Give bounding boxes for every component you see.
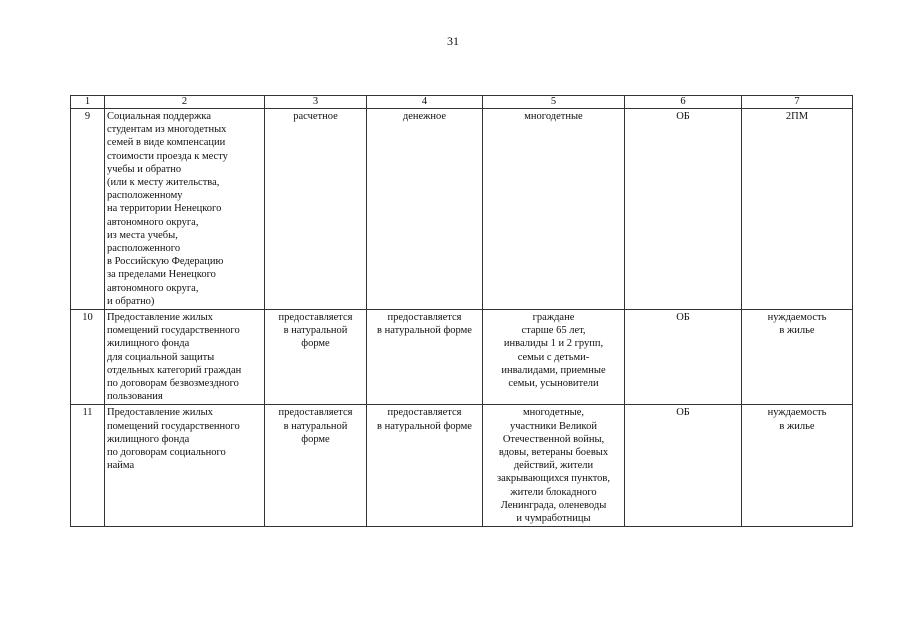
table-row [71, 405, 853, 527]
need-criterion: нуждаемость в жилье [742, 310, 853, 405]
provision-form: предоставляется в натуральной форме [367, 405, 483, 527]
measure-name: Социальная поддержка студентам из многодетных семей в виде компенсации стоимости проезда к месту учебы и обратно (или к месту жительства, расположенному на территории Ненецкого автономного округа, из места учебы, расположенного в Российскую Федерацию за пределами Ненецкого автономного округа, и обратно) [105, 109, 265, 310]
budget-source: ОБ [625, 405, 742, 527]
column-header: 4 [367, 96, 483, 109]
column-header: 5 [483, 96, 625, 109]
need-criterion: нуждаемость в жилье [742, 405, 853, 527]
table-row [71, 109, 853, 310]
budget-source: ОБ [625, 310, 742, 405]
measure-name: Предоставление жилых помещений государственного жилищного фонда по договорам социального найма [105, 405, 265, 527]
column-header: 7 [742, 96, 853, 109]
recipient-category: многодетные, участники Великой Отечественной войны, вдовы, ветераны боевых действий, жители закрывающихся пунктов, жители блокадного Ленинграда, оленеводы и чумработницы [483, 405, 625, 527]
column-header: 6 [625, 96, 742, 109]
calculation-method: предоставляется в натуральной форме [265, 405, 367, 527]
recipient-category: граждане старше 65 лет, инвалиды 1 и 2 групп, семьи с детьми- инвалидами, приемные семьи, усыновители [483, 310, 625, 405]
calculation-method: предоставляется в натуральной форме [265, 310, 367, 405]
provision-form: денежное [367, 109, 483, 310]
table-header-row [71, 96, 853, 109]
page-number: 31 [447, 34, 459, 48]
calculation-method: расчетное [265, 109, 367, 310]
provision-form: предоставляется в натуральной форме [367, 310, 483, 405]
need-criterion: 2ПМ [742, 109, 853, 310]
column-header: 1 [71, 96, 105, 109]
budget-source: ОБ [625, 109, 742, 310]
benefits-table [70, 95, 853, 527]
table-row [71, 310, 853, 405]
recipient-category: многодетные [483, 109, 625, 310]
row-number: 10 [71, 310, 105, 405]
row-number: 11 [71, 405, 105, 527]
column-header: 2 [105, 96, 265, 109]
measure-name: Предоставление жилых помещений государственного жилищного фонда для социальной защиты отдельных категорий граждан по договорам безвозмездного пользования [105, 310, 265, 405]
row-number: 9 [71, 109, 105, 310]
column-header: 3 [265, 96, 367, 109]
